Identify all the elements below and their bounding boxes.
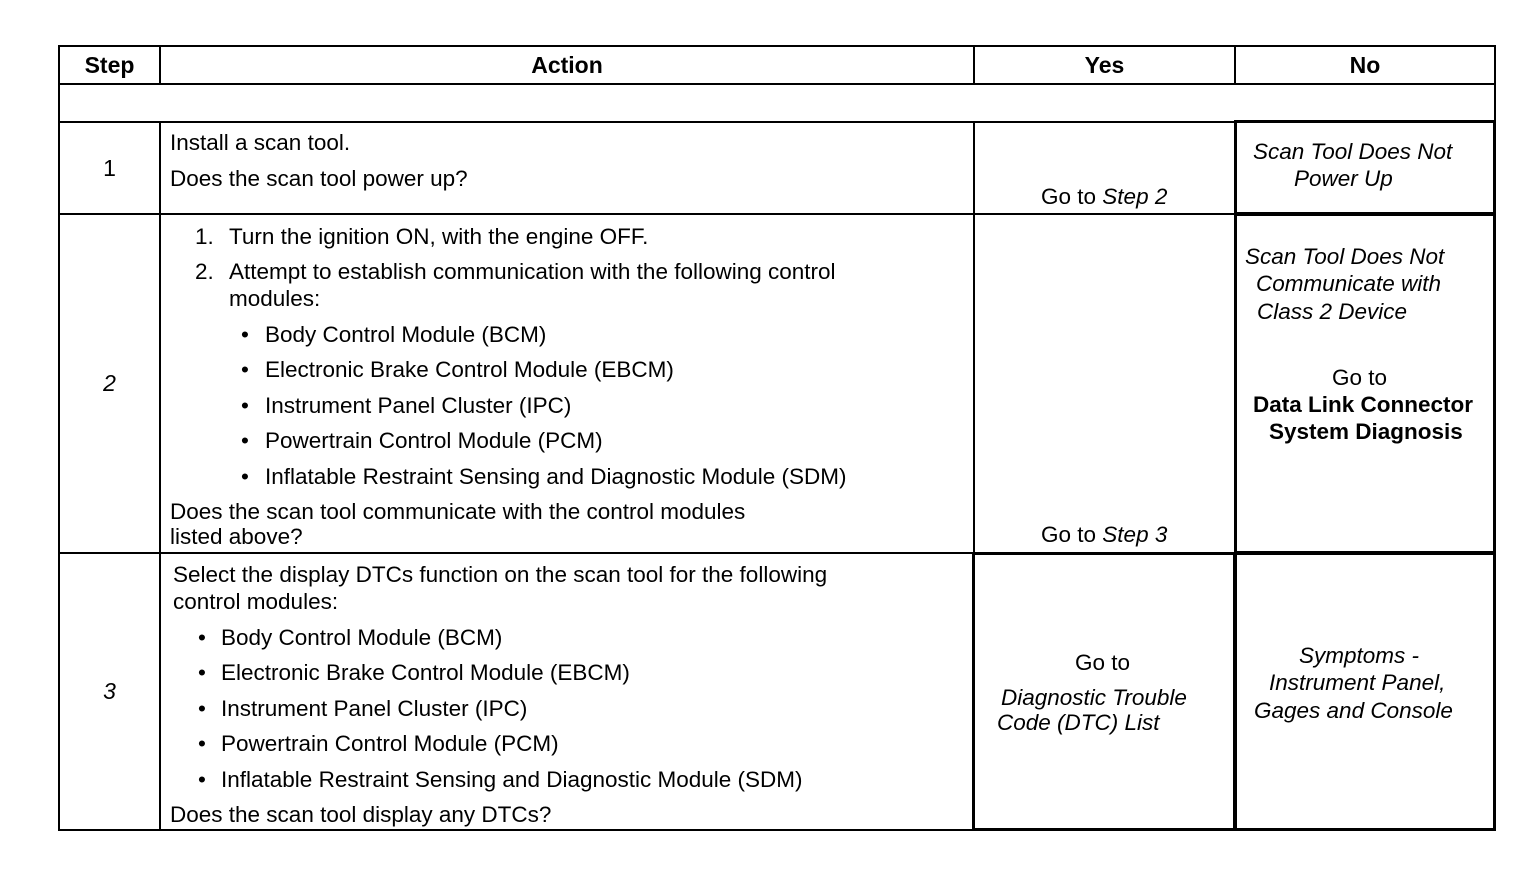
bullet-icon: • [198,660,206,685]
action-text: control modules: [173,589,339,614]
item-text: Turn the ignition ON, with the engine OFF. [229,224,649,249]
bullet-icon: • [198,625,206,650]
step-link[interactable]: Step 2 [1102,184,1168,209]
action-question: listed above? [170,524,303,549]
yes-goto [1041,521,1167,548]
procedure-link[interactable]: Code (DTC) List [997,710,1160,735]
action-question: Does the scan tool power up? [170,166,468,191]
no-link-line[interactable]: Scan Tool Does Not [1253,139,1453,164]
module-item: Powertrain Control Module (PCM) [221,731,559,756]
bullet-icon: • [241,393,249,418]
no-cell-2 [1234,213,1496,554]
bullet-icon: • [198,696,206,721]
bullet-icon: • [241,464,249,489]
module-item: Body Control Module (BCM) [221,625,503,650]
module-item: Electronic Brake Control Module (EBCM) [265,357,674,382]
procedure-link[interactable]: Data Link Connector [1253,392,1474,417]
module-item: Instrument Panel Cluster (IPC) [221,696,528,721]
module-item: Inflatable Restraint Sensing and Diagnostic Module (SDM) [221,767,803,792]
item-number: 2. [195,259,214,284]
yes-cell-2 [973,213,1236,554]
goto-label: Go to [1041,184,1097,209]
numbered-item-2 [195,258,214,285]
no-link-line[interactable]: Instrument Panel, [1269,670,1446,695]
yes-cell-1 [973,121,1236,215]
bullet-icon: • [241,322,249,347]
bullet-icon: • [241,357,249,382]
module-item: Body Control Module (BCM) [265,322,547,347]
step-number-2: 2 [58,213,161,554]
header-no: No [1234,45,1496,85]
diagnostic-table [58,45,1496,831]
procedure-link[interactable]: System Diagnosis [1269,419,1463,444]
module-item: Powertrain Control Module (PCM) [265,428,603,453]
step-number-3: 3 [58,552,161,831]
header-action: Action [159,45,975,85]
bullet-icon: • [198,731,206,756]
bullet-icon: • [241,428,249,453]
header-step: Step [58,45,161,85]
module-item: Inflatable Restraint Sensing and Diagnostic Module (SDM) [265,464,847,489]
no-link-line[interactable]: Power Up [1294,166,1393,191]
no-link-line[interactable]: Gages and Console [1254,698,1453,723]
action-cell-3 [159,552,975,831]
yes-cell-3 [972,552,1236,831]
action-cell-2 [159,213,975,554]
yes-goto [1041,183,1167,210]
numbered-item-1 [195,223,214,250]
action-question: Does the scan tool display any DTCs? [170,802,552,827]
no-cell-1 [1234,120,1496,215]
item-number: 1. [195,224,214,249]
procedure-link[interactable]: Diagnostic Trouble [1001,685,1187,710]
no-title-line: Communicate with [1256,271,1442,296]
step-number-1: 1 [58,121,161,215]
goto-label: Go to [1332,365,1388,390]
goto-label: Go to [1041,522,1097,547]
header-yes: Yes [973,45,1236,85]
bullet-icon: • [198,767,206,792]
no-cell-3 [1234,552,1496,831]
module-item: Instrument Panel Cluster (IPC) [265,393,572,418]
action-question: Does the scan tool communicate with the control modules [170,499,746,524]
no-title-line: Scan Tool Does Not [1245,244,1445,269]
action-text: Install a scan tool. [170,130,351,155]
blank-row [58,83,1496,123]
goto-label: Go to [1075,650,1131,675]
item-text: Attempt to establish communication with the following control [229,259,836,284]
step-link[interactable]: Step 3 [1102,522,1168,547]
no-title-line: Class 2 Device [1257,299,1408,324]
action-text: Select the display DTCs function on the scan tool for the following [173,562,828,587]
item-text: modules: [229,286,321,311]
action-cell-1 [159,121,975,215]
module-item: Electronic Brake Control Module (EBCM) [221,660,630,685]
no-link-line[interactable]: Symptoms - [1299,643,1420,668]
